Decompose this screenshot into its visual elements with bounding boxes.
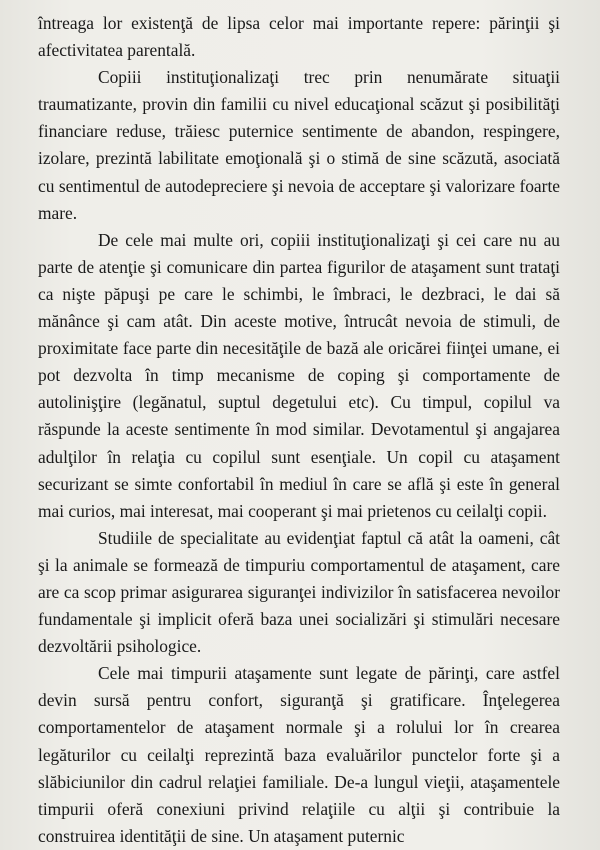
paragraph-specialty-studies: Studiile de specialitate au evidenţiat faptul că atât la oameni, cât şi la animale se formează de timpuriu comportamentul de ataşament, care are ca scop primar asigurarea siguranţei indivizilor în satisfacerea nevoilor fundamentale şi implicit oferă baza unei socializări şi stimulări necesare dezvoltării psihologice. [38,527,560,657]
paragraph-earliest-attachments: Cele mai timpurii ataşamente sunt legate de părinţi, care astfel devin sursă pentru confort, siguranţă şi gratificare. Înţelegerea comportamentelor de ataşament normale şi a rolului lor în crearea legăturilor cu ceilalţi reprezintă baza evaluărilor punctelor forte şi a slăbiciunilor din cadrul relaţiei familiale. De-a lungul vieţii, ataşamentele timpurii oferă conexiuni privind relaţiile cu alţii şi contribuie la construirea identităţii de sine. Un ataşament puternic [38,663,560,846]
paragraph-attachment-figures: De cele mai multe ori, copiii instituţionalizaţi şi cei care nu au parte de atenţie şi comunicare din partea figurilor de ataşament sunt trataţi ca nişte păpuşi pe care le schimbi, le îmbraci, le dezbraci, le dai să mănânce şi cam atât. Din aceste motive, întrucât nevoia de stimuli, de proximitate face parte din necesităţile de bază ale oricărei fiinţei umane, ei pot dezvolta în timp mecanisme de coping şi comportamente de autolinişţire (legănatul, suptul degetului etc). Cu timpul, copilul va răspunde la aceste sentimente în mod similar. Devotamentul şi angajarea adulţilor în relaţia cu copilul sunt esenţiale. Un copil cu ataşament securizant se simte confortabil în mediul în care se află şi este în general mai curios, mai interesat, mai cooperant şi mai prietenos cu ceilalţi copii. [38,229,560,521]
paragraph-continuation: întreaga lor existenţă de lipsa celor mai importante repere: părinţii şi afectivitatea parentală. [38,13,560,61]
paragraph-institutionalized-children: Copiii instituţionalizaţi trec prin nenumărate situaţii traumatizante, provin din familii cu nivel educaţional scăzut şi posibilităţi financiare reduse, trăiesc puternice sentimente de abandon, respingere, izolare, prezintă labilitate emoţională şi o stimă de sine scăzută, asociată cu sentimentul de autodepreciere şi nevoia de acceptare şi valorizare foarte mare. [38,67,560,223]
